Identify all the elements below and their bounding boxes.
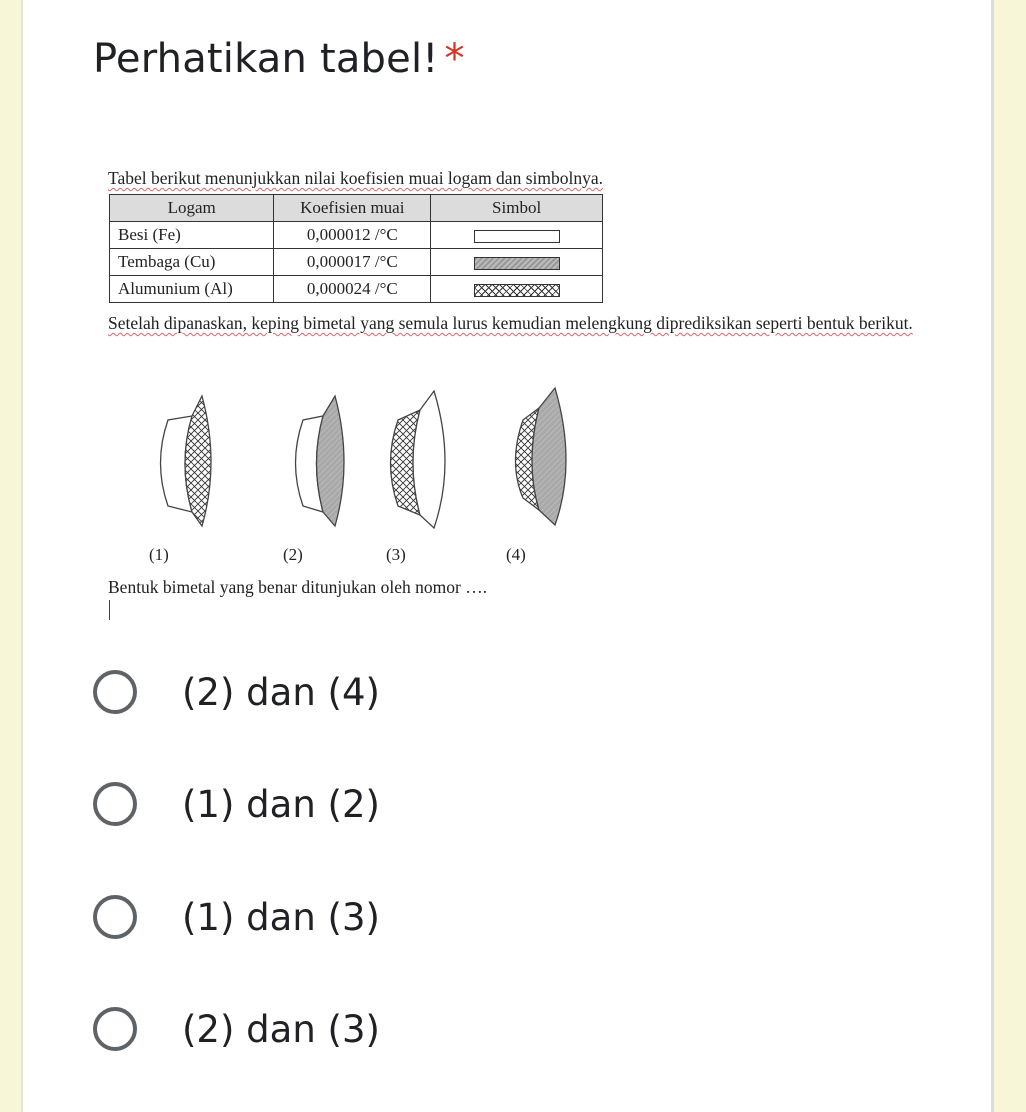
- option-label[interactable]: (2) dan (3): [182, 1007, 380, 1051]
- option-label[interactable]: (1) dan (2): [182, 782, 380, 826]
- option-label[interactable]: (2) dan (4): [182, 670, 380, 714]
- table-row: [110, 276, 603, 303]
- expansion-coefficient-table: [109, 194, 603, 303]
- coefficient-value: 0,000012 /°C: [274, 222, 431, 249]
- option-3[interactable]: [93, 887, 593, 947]
- figure-label-1: (1): [149, 545, 169, 564]
- radio-button[interactable]: [93, 895, 137, 939]
- header-simbol: Simbol: [431, 195, 603, 222]
- bimetal-figures: [128, 378, 608, 564]
- option-1[interactable]: [93, 662, 593, 722]
- figure-1: [161, 396, 212, 526]
- symbol-cell: [431, 222, 603, 249]
- radio-button[interactable]: [93, 782, 137, 826]
- table-intro-text: Tabel berikut menunjukkan nilai koefisien muai logam dan simbolnya.: [108, 168, 603, 188]
- table-row: [110, 222, 603, 249]
- question-prompt: Bentuk bimetal yang benar ditunjukan oleh nomor ….: [108, 577, 488, 597]
- figure-label-2: (2): [283, 545, 303, 564]
- metal-name: Besi (Fe): [110, 222, 274, 249]
- option-2[interactable]: [93, 774, 593, 834]
- question-card: [23, 0, 994, 1112]
- option-4[interactable]: [93, 999, 593, 1059]
- metal-name: Tembaga (Cu): [110, 249, 274, 276]
- bimetal-strips-illustration: [128, 378, 608, 543]
- bimetal-paragraph: Setelah dipanaskan, keping bimetal yang semula lurus kemudian melengkung diprediksikan seperti bentuk berikut.: [108, 313, 913, 333]
- option-label[interactable]: (1) dan (3): [182, 895, 380, 939]
- text-cursor: [109, 600, 110, 620]
- required-asterisk: *: [444, 36, 465, 82]
- symbol-cell: [431, 276, 603, 303]
- radio-button[interactable]: [93, 1007, 137, 1051]
- question-title: [93, 36, 465, 82]
- crosshatch-bar-icon: [474, 284, 560, 297]
- figure-label-4: (4): [506, 545, 526, 564]
- symbol-cell: [431, 249, 603, 276]
- header-logam: Logam: [110, 195, 274, 222]
- coefficient-value: 0,000024 /°C: [274, 276, 431, 303]
- question-title-text: Perhatikan tabel!: [93, 36, 439, 82]
- table-header-row: [110, 195, 603, 222]
- question-image: [108, 168, 913, 597]
- white-bar-icon: [474, 230, 560, 243]
- gray-hatched-bar-icon: [474, 257, 560, 270]
- metal-name: Alumunium (Al): [110, 276, 274, 303]
- figure-2: [296, 396, 345, 526]
- figure-4: [516, 388, 567, 525]
- header-koefisien: Koefisien muai: [274, 195, 431, 222]
- figure-3: [391, 391, 446, 528]
- coefficient-value: 0,000017 /°C: [274, 249, 431, 276]
- figure-label-3: (3): [386, 545, 406, 564]
- table-row: [110, 249, 603, 276]
- radio-button[interactable]: [93, 670, 137, 714]
